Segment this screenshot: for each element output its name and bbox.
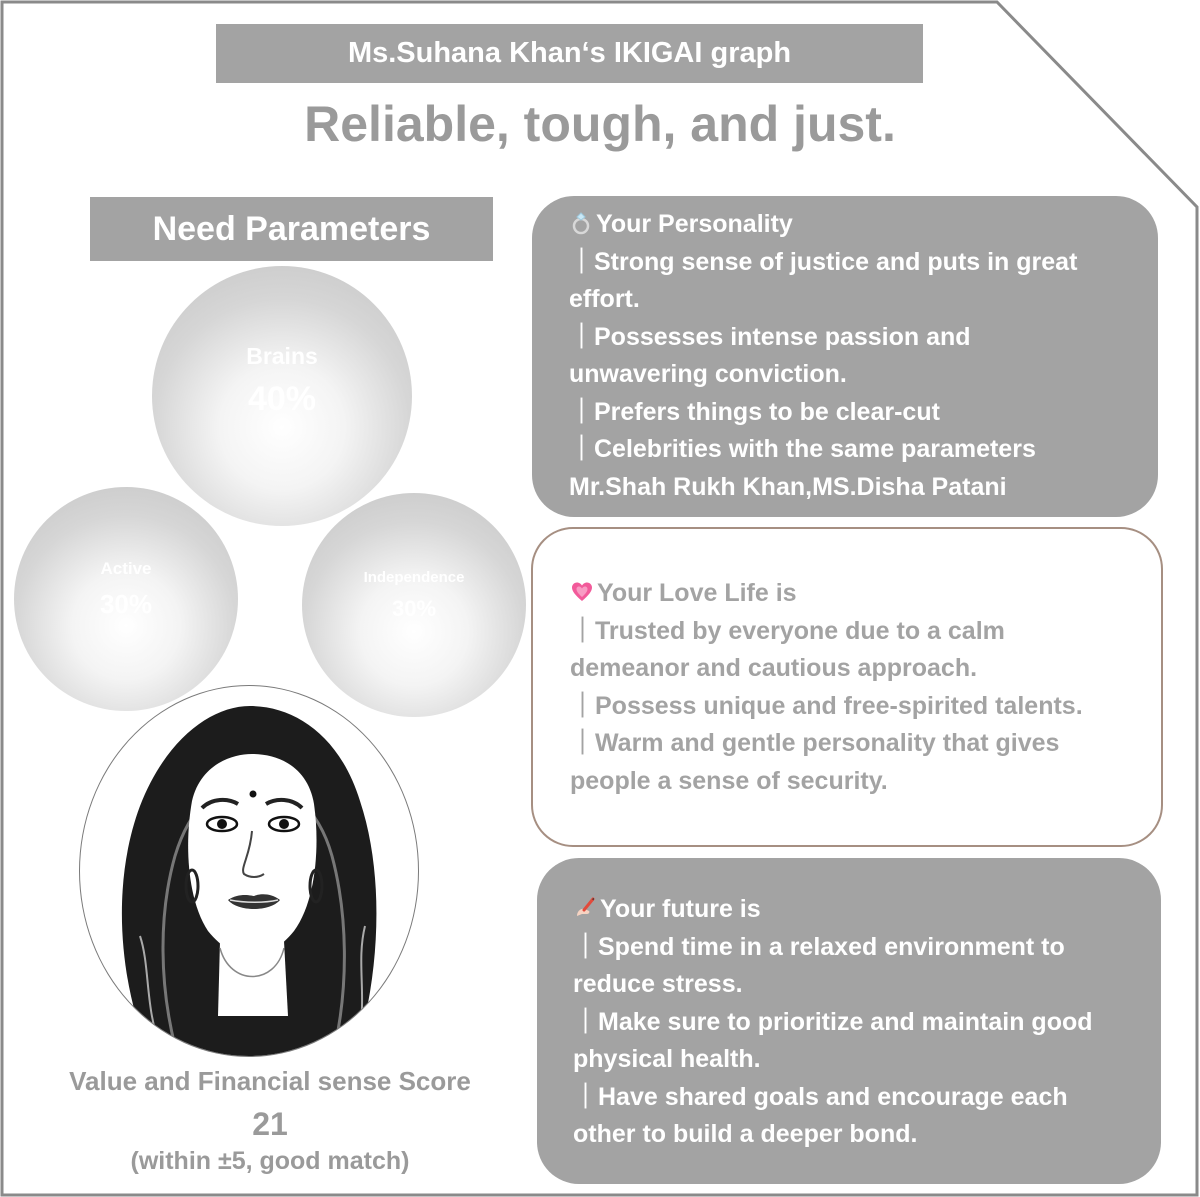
card-line: effort. xyxy=(569,285,640,313)
card-line: other to build a deeper bond. xyxy=(573,1120,918,1148)
bubble-label: Brains xyxy=(246,343,318,369)
personality-card xyxy=(532,196,1158,517)
card-heading: Your future is xyxy=(573,891,1143,929)
card-line: ｜Prefers things to be clear-cut xyxy=(569,397,940,426)
score-label: Value and Financial sense Score xyxy=(69,1066,471,1096)
portrait-image xyxy=(79,685,419,1057)
bubble-label: Independence xyxy=(363,568,465,586)
card-line: unwavering conviction. xyxy=(569,360,847,388)
card-line: ｜Spend time in a relaxed environment to xyxy=(573,932,1065,961)
love-life-card xyxy=(531,527,1163,847)
bubble-value: 30% xyxy=(99,588,153,619)
writing-hand-icon xyxy=(573,896,597,920)
bubble-active xyxy=(14,487,238,711)
card-line: physical health. xyxy=(573,1045,761,1073)
card-line: ｜Make sure to prioritize and maintain good xyxy=(573,1007,1093,1036)
bubble-independence xyxy=(302,493,526,717)
card-line: ｜Possess unique and free-spirited talents. xyxy=(570,691,1083,720)
card-line: ｜Trusted by everyone due to a calm xyxy=(570,616,1005,645)
card-line: ｜Have shared goals and encourage each xyxy=(573,1082,1068,1111)
need-parameters-title: Need Parameters xyxy=(90,197,493,261)
score-note: (within ±5, good match) xyxy=(130,1147,410,1175)
card-line: ｜Strong sense of justice and puts in great xyxy=(569,247,1078,276)
card-line: reduce stress. xyxy=(573,970,743,998)
card-line: people a sense of security. xyxy=(570,766,888,795)
bubble-label: Active xyxy=(100,558,152,578)
ring-icon xyxy=(569,211,593,235)
bubble-brains xyxy=(152,266,412,526)
card-line: ｜Possesses intense passion and xyxy=(569,322,971,351)
card-line: ｜Warm and gentle personality that gives xyxy=(570,729,1060,757)
card-heading: Your Love Life is xyxy=(570,575,1143,613)
future-card xyxy=(537,858,1161,1184)
score-value: 21 xyxy=(252,1106,288,1142)
card-line: ｜Celebrities with the same parameters xyxy=(569,435,1036,463)
headline: Reliable, tough, and just. xyxy=(304,96,896,152)
card-line: Mr.Shah Rukh Khan,MS.Disha Patani xyxy=(569,472,1007,501)
heart-icon xyxy=(570,580,594,604)
card-heading: Your Personality xyxy=(569,206,1140,244)
page-title: Ms.Suhana Khan‘s IKIGAI graph xyxy=(216,24,923,83)
portrait-sketch xyxy=(80,686,418,1056)
card-line: demeanor and cautious approach. xyxy=(570,654,978,682)
bubble-value: 30% xyxy=(391,595,437,621)
bubble-value: 40% xyxy=(247,380,317,418)
